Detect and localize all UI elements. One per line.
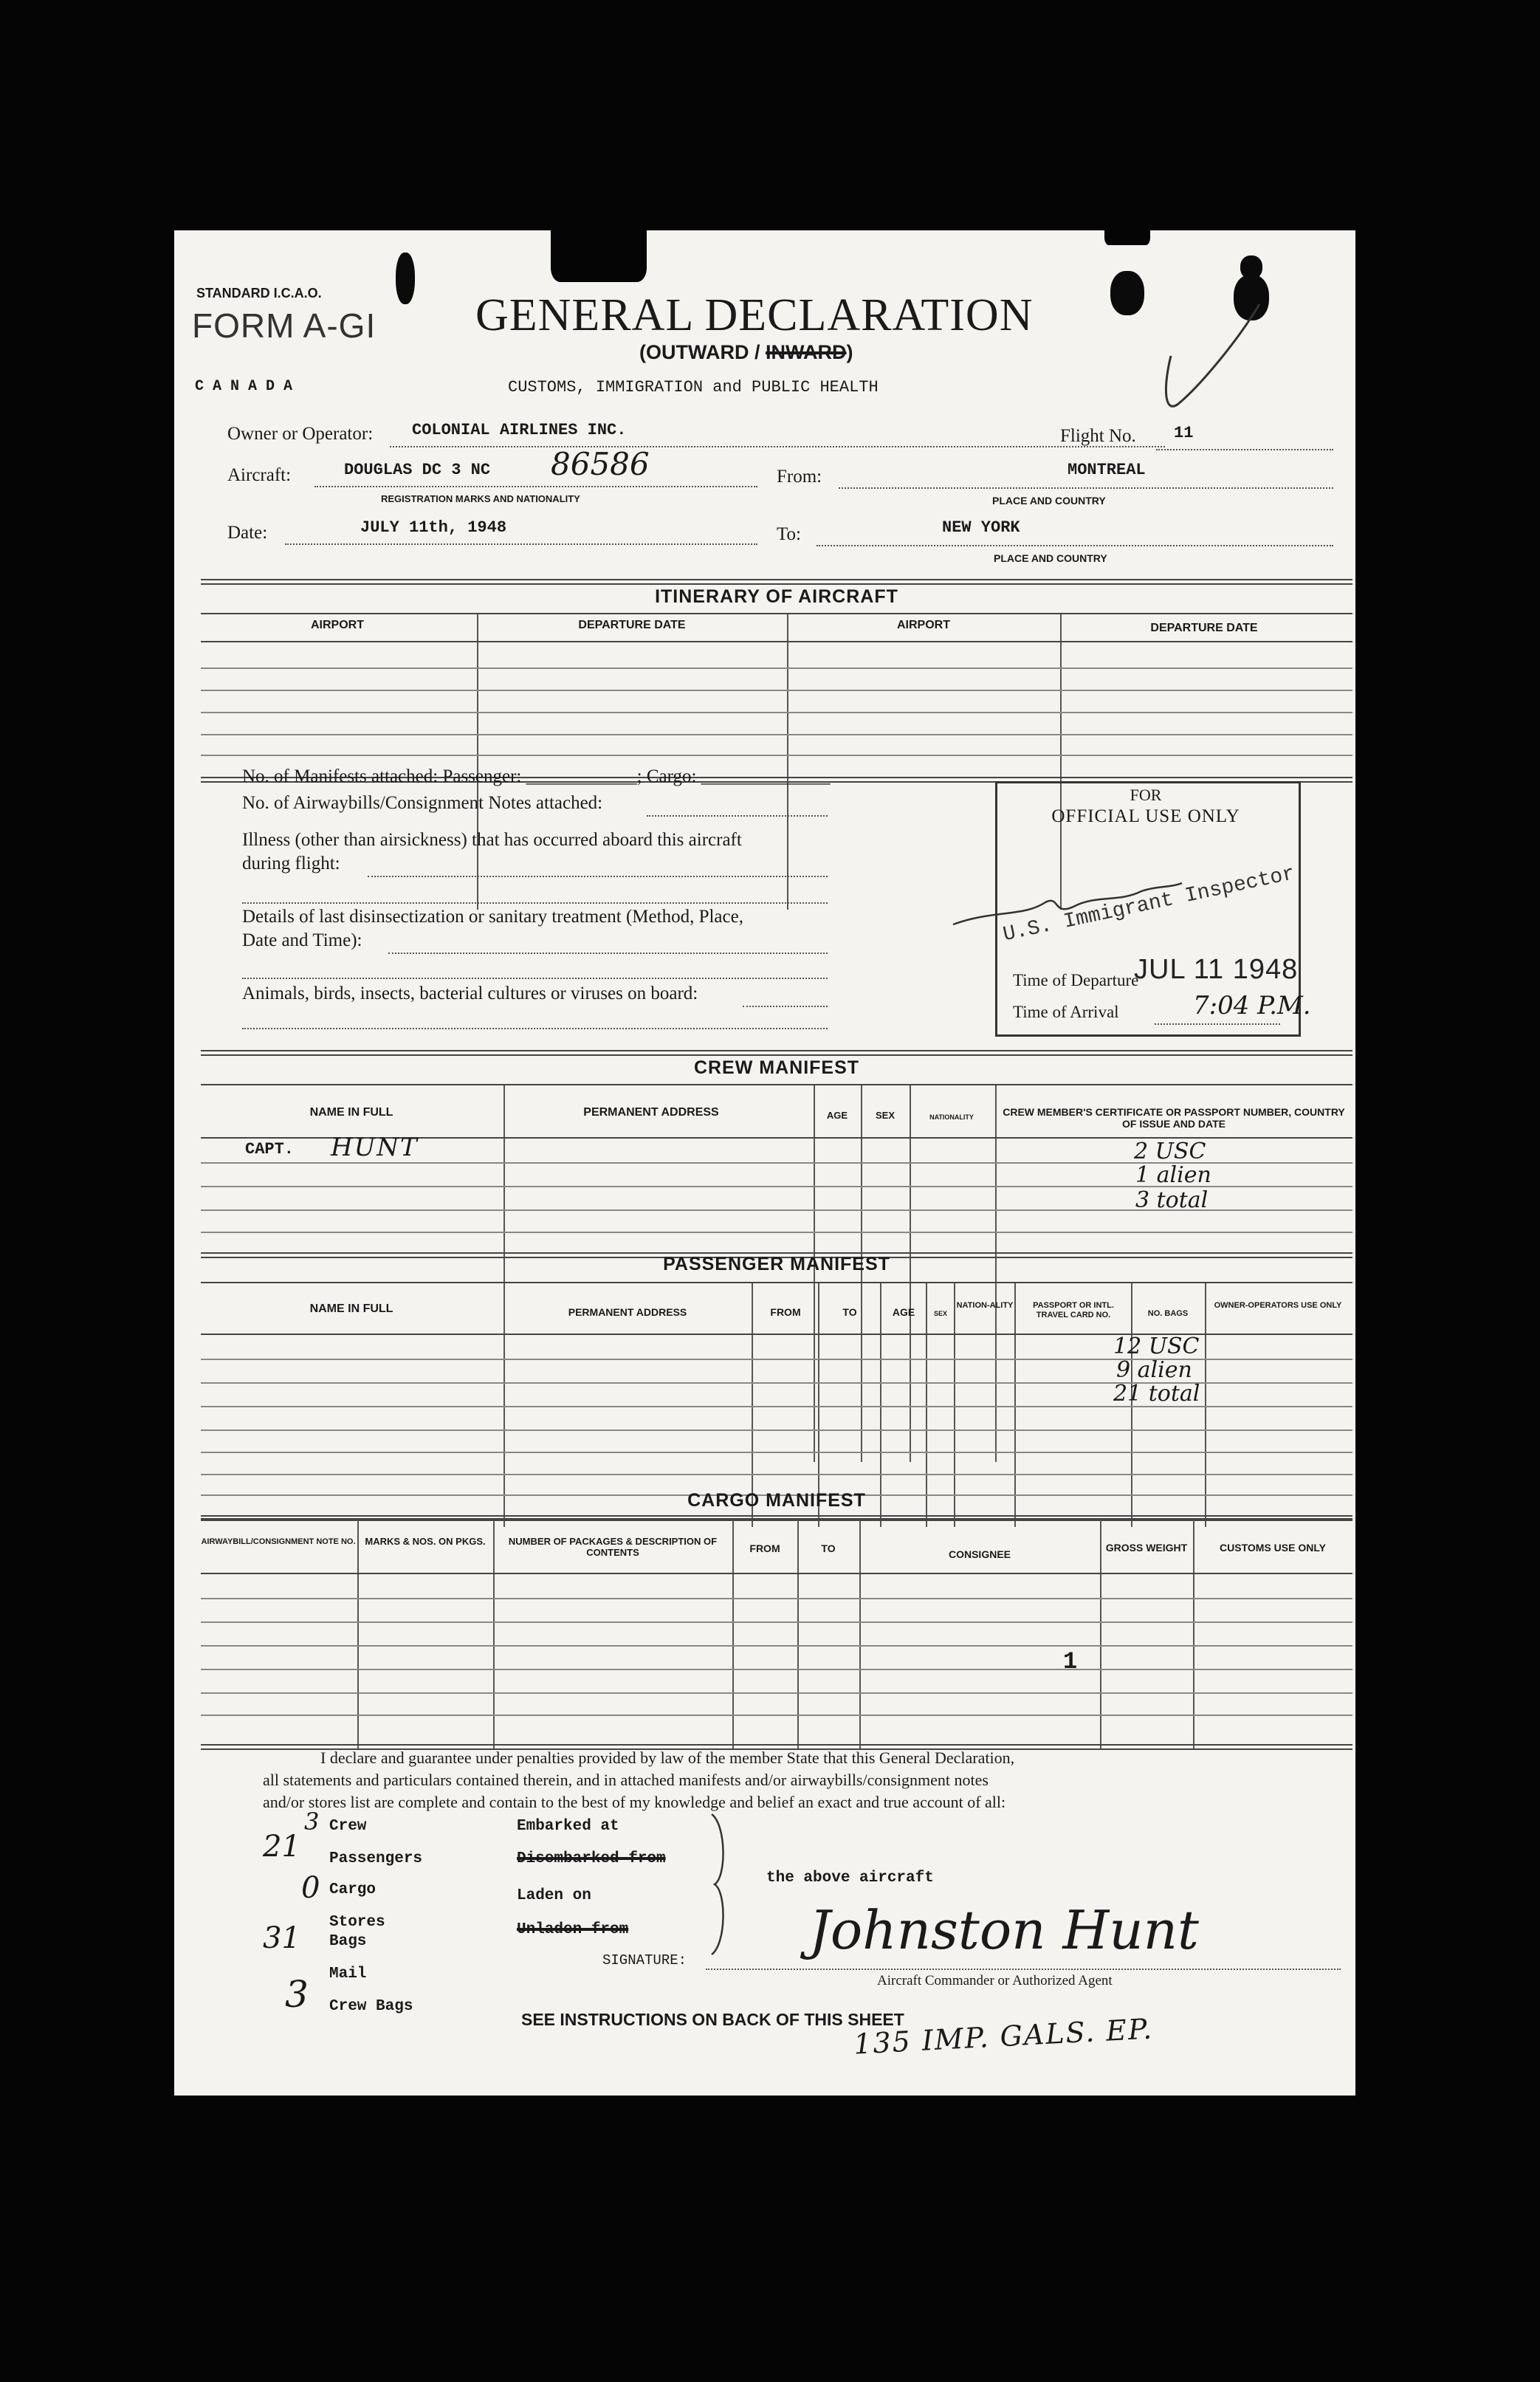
crew-col-address: PERMANENT ADDRESS	[583, 1106, 719, 1119]
departure-date-stamp: JUL 11 1948	[1134, 954, 1299, 985]
flight-label: Flight No.	[1060, 426, 1136, 446]
official-title-1: FOR	[1130, 786, 1162, 804]
passenger-col-bags: NO. BAGS	[1147, 1309, 1189, 1318]
declaration-form-sheet	[174, 230, 1355, 2096]
declaration-line-3: and/or stores list are complete and contain to the best of my knowledge and belief an exact and true account of all:	[263, 1793, 1006, 1811]
above-aircraft-text: the above aircraft	[766, 1870, 934, 1887]
count-bags-handwritten: 31	[263, 1921, 300, 1955]
passenger-col-nationality: NATION-ALITY	[956, 1301, 1014, 1310]
date-label: Date:	[227, 523, 268, 543]
arrival-time-label: Time of Arrival	[1013, 1003, 1119, 1021]
itinerary-col-departure-2: DEPARTURE DATE	[1150, 622, 1258, 634]
signature-caption: Aircraft Commander or Authorized Agent	[877, 1973, 1113, 1988]
aircraft-label: Aircraft:	[227, 465, 292, 485]
inspector-signature	[949, 880, 1186, 932]
agencies-line: CUSTOMS, IMMIGRATION and PUBLIC HEALTH	[508, 378, 879, 397]
country-label: C A N A D A	[195, 378, 293, 395]
item-passengers: Passengers	[329, 1850, 423, 1867]
crew-name-handwritten: HUNT	[331, 1133, 419, 1162]
item-stores: Stores	[329, 1914, 385, 1931]
item-mail: Mail	[329, 1966, 367, 1983]
declaration-line-1: I declare and guarantee under penalties provided by law of the member State that this General Declaration,	[320, 1748, 1015, 1767]
fuel-note-handwritten: 135 IMP. GALS. EP.	[853, 2012, 1154, 2061]
count-cargo-handwritten: 0	[301, 1871, 320, 1905]
immigration-stamp: U.S. Immigrant Inspector	[1001, 862, 1297, 947]
place-caption-from: PLACE AND COUNTRY	[992, 495, 1106, 507]
cargo-col-packages: NUMBER OF PACKAGES & DESCRIPTION OF CONTENTS	[508, 1536, 718, 1558]
passenger-tally-usc: 12 USC	[1113, 1334, 1200, 1359]
date-value[interactable]: JULY 11th, 1948	[360, 518, 507, 537]
official-title-2: OFFICIAL USE ONLY	[1051, 806, 1240, 826]
cargo-col-customs: CUSTOMS USE ONLY	[1220, 1542, 1326, 1554]
standard-label: STANDARD I.C.A.O.	[196, 286, 322, 301]
aircraft-value[interactable]: DOUGLAS DC 3 NC	[344, 461, 491, 479]
punch-hole-mark	[551, 142, 647, 282]
registration-caption: REGISTRATION MARKS AND NATIONALITY	[381, 493, 580, 504]
punch-hole-mark	[1104, 171, 1150, 245]
passenger-col-name: NAME IN FULL	[309, 1302, 393, 1315]
form-number: FORM A-GI	[192, 306, 377, 345]
from-label: From:	[777, 467, 822, 487]
disinsect-line-1: Details of last disinsectization or sanitary treatment (Method, Place,	[242, 907, 743, 927]
cargo-col-consignee: CONSIGNEE	[948, 1548, 1011, 1560]
count-crew-handwritten: 3	[304, 1808, 320, 1836]
punch-hole-mark	[1110, 271, 1144, 315]
cargo-consignee-mark: 1	[1063, 1648, 1078, 1675]
action-laden: Laden on	[517, 1887, 591, 1904]
crew-col-nationality: NATIONALITY	[929, 1113, 974, 1121]
cargo-manifest-title: CARGO MANIFEST	[687, 1490, 866, 1511]
count-crew-bags-handwritten: 3	[285, 1973, 309, 2016]
cargo-col-from: FROM	[749, 1542, 780, 1554]
crew-col-sex: SEX	[875, 1110, 895, 1121]
passenger-col-from: FROM	[770, 1306, 801, 1318]
illness-line-1: Illness (other than airsickness) that has occurred aboard this aircraft	[242, 830, 742, 850]
itinerary-col-departure-1: DEPARTURE DATE	[578, 619, 686, 631]
item-bags: Bags	[329, 1933, 367, 1950]
animals-line: Animals, birds, insects, bacterial cultures or viruses on board:	[242, 984, 698, 1003]
item-cargo: Cargo	[329, 1881, 377, 1898]
check-mark-icon	[1149, 275, 1267, 422]
bracket-mark	[706, 1810, 735, 1958]
item-crew: Crew	[329, 1818, 367, 1835]
crew-tally-total: 3 total	[1135, 1187, 1209, 1213]
passenger-tally-total: 21 total	[1113, 1381, 1200, 1407]
passenger-col-age: AGE	[892, 1306, 915, 1318]
to-label: To:	[777, 524, 801, 544]
arrival-time-handwritten: 7:04 P.M.	[1193, 991, 1311, 1020]
cargo-col-marks: MARKS & NOS. ON PKGS.	[365, 1536, 486, 1547]
cargo-col-weight: GROSS WEIGHT	[1105, 1542, 1188, 1554]
illness-line-2: during flight:	[242, 854, 340, 873]
airwaybills-line: No. of Airwaybills/Consignment Notes attached:	[242, 793, 603, 813]
passenger-manifest-title: PASSENGER MANIFEST	[663, 1254, 890, 1274]
aircraft-registration-handwritten: 86586	[551, 446, 650, 482]
count-passengers-handwritten: 21	[263, 1830, 300, 1864]
departure-time-label: Time of Departure	[1013, 971, 1139, 989]
passenger-col-passport: PASSPORT OR INTL. TRAVEL CARD NO.	[1033, 1301, 1114, 1319]
cargo-col-airwaybill: AIRWAYBILL/CONSIGNMENT NOTE NO.	[201, 1537, 356, 1546]
itinerary-title: ITINERARY OF AIRCRAFT	[655, 586, 898, 607]
declaration-line-2: all statements and particulars contained therein, and in attached manifests and/or airwaybills/consignment notes	[263, 1771, 989, 1789]
cargo-col-to: TO	[821, 1542, 836, 1554]
form-title: GENERAL DECLARATION	[475, 290, 1034, 340]
crew-manifest-title: CREW MANIFEST	[693, 1057, 860, 1078]
action-unladen: Unladen from	[517, 1921, 629, 1938]
instructions-text: SEE INSTRUCTIONS ON BACK OF THIS SHEET	[521, 2010, 904, 2029]
disinsect-line-2: Date and Time):	[242, 930, 362, 950]
crew-col-name: NAME IN FULL	[309, 1106, 393, 1119]
crew-tally-usc: 2 USC	[1134, 1139, 1206, 1164]
crew-tally-alien: 1 alien	[1135, 1162, 1211, 1188]
action-disembarked: Disembarked from	[517, 1850, 666, 1867]
owner-label: Owner or Operator:	[227, 424, 374, 444]
place-caption-to: PLACE AND COUNTRY	[994, 552, 1107, 564]
manifests-line: No. of Manifests attached: Passenger: ____________; Cargo: ______________	[242, 766, 831, 786]
commander-signature[interactable]: Johnston Hunt	[809, 1899, 1199, 1961]
itinerary-col-airport-2: AIRPORT	[897, 619, 950, 631]
crew-name-typed[interactable]: CAPT.	[245, 1140, 295, 1159]
passenger-tally-alien: 9 alien	[1116, 1357, 1192, 1383]
passenger-col-address: PERMANENT ADDRESS	[568, 1306, 687, 1318]
form-subtitle: (OUTWARD / INWARD)	[639, 341, 853, 363]
flight-value[interactable]: 11	[1174, 424, 1194, 442]
passenger-col-owner: OWNER-OPERATORS USE ONLY	[1214, 1301, 1342, 1310]
owner-value[interactable]: COLONIAL AIRLINES INC.	[412, 421, 627, 439]
itinerary-col-airport-1: AIRPORT	[311, 619, 364, 631]
signature-label: SIGNATURE:	[602, 1952, 687, 1969]
punch-hole-mark	[396, 253, 415, 304]
action-embarked: Embarked at	[517, 1818, 619, 1835]
passenger-col-to: TO	[842, 1306, 857, 1318]
crew-col-age: AGE	[826, 1110, 848, 1121]
item-crew-bags: Crew Bags	[329, 1998, 413, 2015]
crew-col-certificate: CREW MEMBER'S CERTIFICATE OR PASSPORT NUMBER, COUNTRY OF ISSUE AND DATE	[1003, 1106, 1345, 1130]
to-value[interactable]: NEW YORK	[942, 518, 1020, 537]
passenger-col-sex: SEX	[933, 1310, 947, 1317]
from-value[interactable]: MONTREAL	[1068, 461, 1146, 479]
